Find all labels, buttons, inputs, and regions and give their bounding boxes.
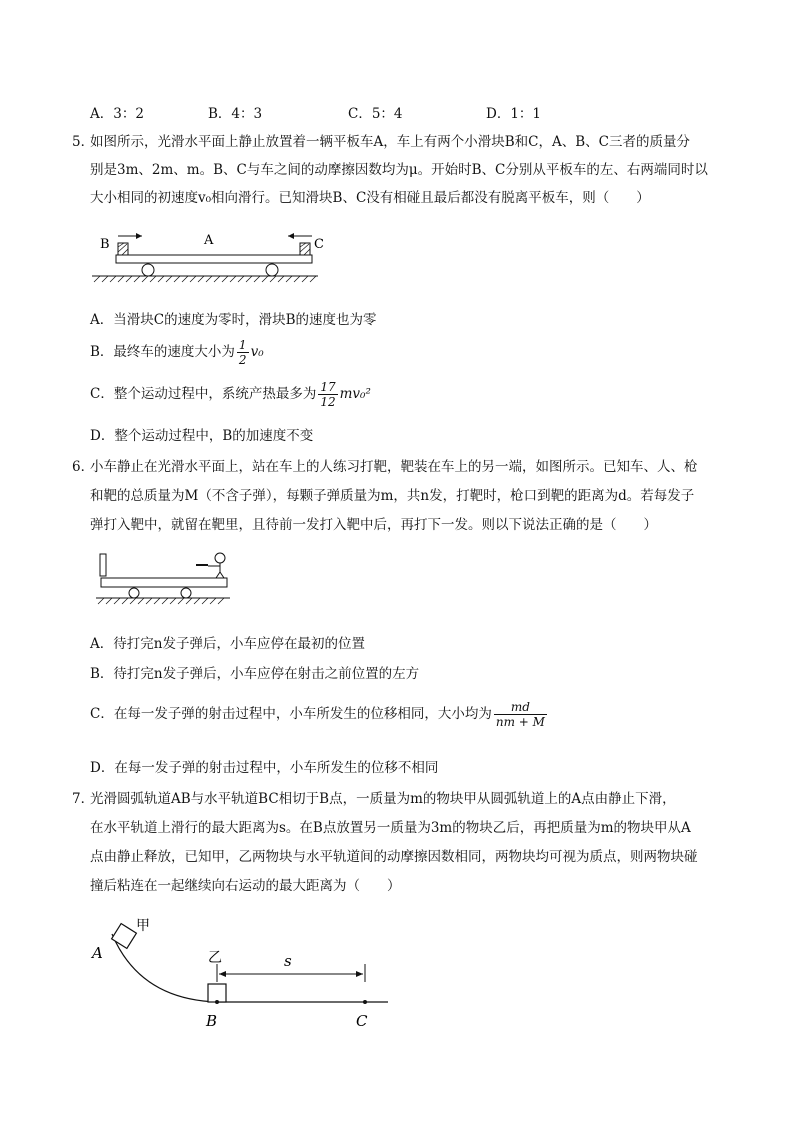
q7-stem-line2: 在水平轨道上滑行的最大距离为s。在B点放置另一质量为3m的物块乙后，再把质量为m的物块甲从A [90, 820, 691, 836]
q5-option-a: A．当滑块C的速度为零时，滑块B的速度也为零 [90, 312, 377, 328]
label-b: B [100, 237, 110, 252]
q5-stem-line3: 大小相同的初速度v₀相向滑行。已知滑块B、C没有相碰且最后都没有脱离平板车，则（ ） [90, 190, 650, 206]
q6-stem-line3: 弹打入靶中，就留在靶里，且待前一发打入靶中后，再打下一发。则以下说法正确的是（ ） [90, 517, 657, 533]
q4-option-c: C．5：4 [348, 106, 403, 122]
q7-stem-line4: 撞后粘连在一起继续向右运动的最大距离为（ ） [90, 878, 401, 894]
q6-option-c: C．在每一发子弹的射击过程中，小车所发生的位移相同，大小均为 $\frac{md}{nm + M}$ [90, 700, 545, 729]
q6-option-d: D．在每一发子弹的射击过程中，小车所发生的位移不相同 [90, 760, 439, 776]
q4-option-d: D．1：1 [486, 106, 542, 122]
q6-option-b: B．待打完n发子弹后，小车应停在射击之前位置的左方 [90, 666, 420, 682]
q5-figure-cart [90, 228, 324, 290]
label-c: C [314, 237, 324, 252]
label-c: C [356, 1012, 368, 1030]
label-a: A [204, 233, 214, 248]
q4-option-b: B．4：3 [208, 106, 263, 122]
q5-stem-line2: 别是3m、2m、m。B、C与车之间的动摩擦因数均为μ。开始时B、C分别从平板车的左、右两端同时以 [90, 162, 708, 178]
q5-option-d: D．整个运动过程中，B的加速度不变 [90, 428, 314, 444]
q7-number: 7． [72, 791, 95, 807]
q6-option-a: A．待打完n发子弹后，小车应停在最初的位置 [90, 636, 365, 652]
label-b: B [206, 1012, 218, 1030]
q6-stem-line1: 小车静止在光滑水平面上，站在车上的人练习打靶，靶装在车上的另一端，如图所示。已知车、人、枪 [90, 459, 698, 475]
q4-option-a: A．3：2 [90, 106, 144, 122]
q6-number: 6． [72, 459, 95, 475]
q6-stem-line2: 和靶的总质量为M（不含子弹），每颗子弹质量为m，共n发，打靶时，枪口到靶的距离为d。若每发子 [90, 488, 695, 504]
q7-stem-line1: 光滑圆弧轨道AB与水平轨道BC相切于B点，一质量为m的物块甲从圆弧轨道上的A点由静止下滑， [90, 791, 676, 807]
q7-stem-line3: 点由静止释放，已知甲，乙两物块与水平轨道间的动摩擦因数相同，两物块均可视为质点，则两物块碰 [90, 849, 698, 865]
q5-stem-line1: 如图所示，光滑水平面上静止放置着一辆平板车A，车上有两个小滑块B和C，A、B、C三者的质量分 [90, 134, 690, 150]
label-yi: 乙 [208, 950, 222, 966]
q5-option-c: C．整个运动过程中，系统产热最多为 $\frac{17}{12}$ mv₀² [90, 380, 371, 409]
label-s: s [284, 952, 292, 970]
label-jia: 甲 [136, 918, 150, 934]
label-a: A [92, 944, 103, 962]
q5-number: 5． [72, 134, 95, 150]
q7-figure-track [88, 912, 394, 1036]
q5-option-b: B．最终车的速度大小为 $\frac{1}{2}$ v₀ [90, 338, 264, 367]
q6-figure-shooting-cart [96, 548, 230, 614]
